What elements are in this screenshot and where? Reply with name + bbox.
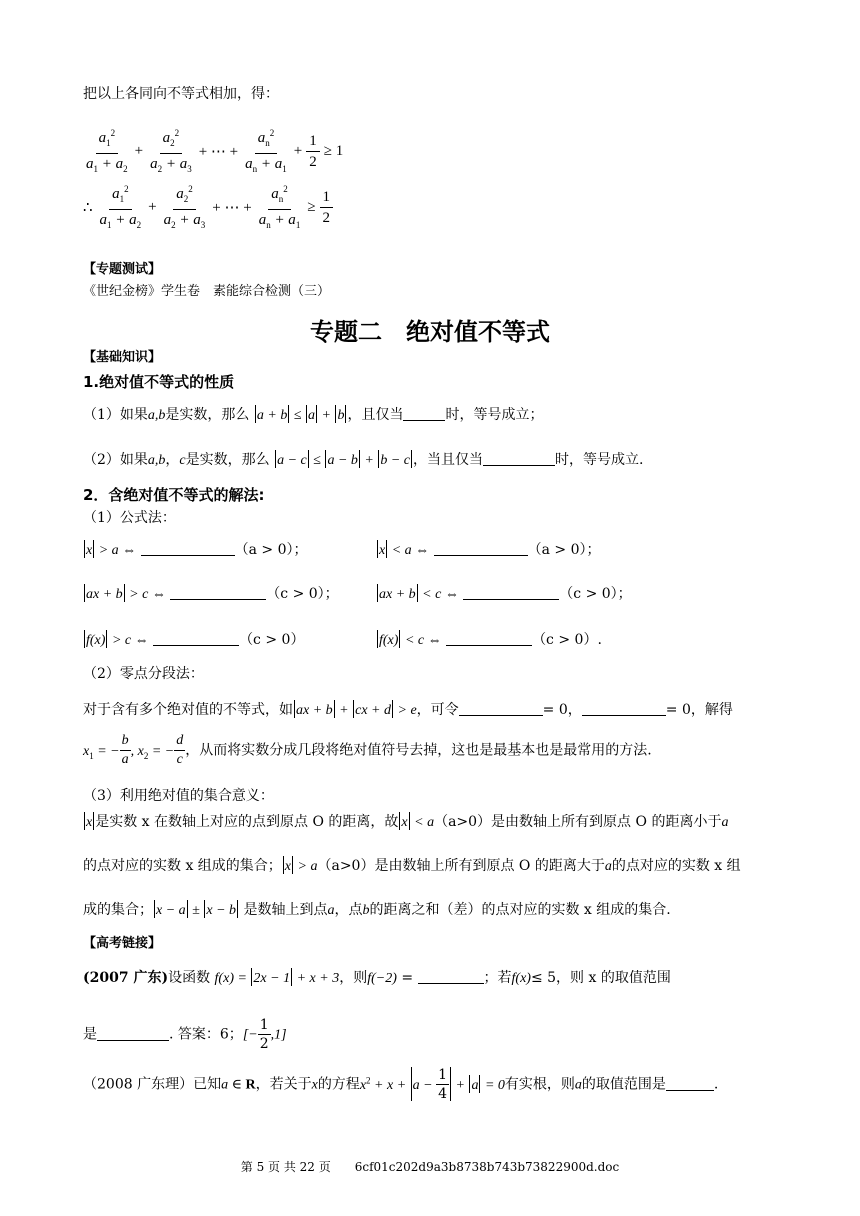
formula-row-2-left: ax + b > c ⇔ （c > 0）； — [86, 586, 339, 602]
test-header: 【专题测试】 — [83, 262, 162, 277]
page-footer: 第 5 页 共 22 页 6cf01c202d9a3b8738b743b73822900d.doc — [240, 1160, 620, 1174]
section-2-heading: 2．含绝对值不等式的解法: — [83, 486, 265, 504]
intro-text: 把以上各同向不等式相加，得： — [83, 86, 279, 102]
formula-row-3-right: f(x) < c ⇔ （c > 0）. — [379, 632, 602, 648]
formula-method-label: （1）公式法： — [83, 510, 176, 526]
question-2008: （2008 广东理）已知a ∈ R，若关于x的方程$x^2 + x + a$ − $\frac{1}{4}$ + a = 0有实根，则a的取值范围是 . — [83, 1067, 719, 1102]
zero-point-label: （2）零点分段法： — [83, 666, 204, 682]
page-title: 专题二 绝对值不等式 — [310, 318, 550, 346]
test-line: 《世纪金榜》学生卷 素能综合检测（三） — [83, 284, 331, 299]
property-1: （1）如果a,b是实数，那么 a + b ≤ a + b ，且仅当 时，等号成立； — [83, 407, 544, 423]
property-2: （2）如果a,b，c是实数，那么 a − c ≤ a − b + b − c ，当且仅当 时，等号成立. — [83, 452, 644, 468]
question-2007: (2007 广东)设函数 f(x) = 2x − 1 + x + 3，则f(−2) = ；若f(x)≤ 5，则 x 的取值范围 — [83, 970, 671, 986]
set-meaning-p2: 的点对应的实数 x 组成的集合； x > a（a>0）是由数轴上所有到原点 O 的距离大于a的点对应的实数 x 组 — [83, 858, 741, 874]
zero-point-p2: $x_1$ = − $\frac{b}{a}$ , $x_2$ = − $\frac{d}{c}$ ，从而将实数分成几段将绝对值符号去掉，这也是最基本也是最常用的方法. — [83, 733, 652, 767]
summation-inequality-figure: $a_1^2$ $a_1 + a_2$ + $\frac{a_2^2}{a_2 + a_3}$ + ⋯ + $\frac{a_n^2}{a_n + a_1}$ + $\frac{1}{2}$ ≥ 1 ∴ $a_1^2$ $a_1 + a_2$ + $\frac{a_2^2}{a_2 + a_3}$ + ⋯ + $\frac{a_n^2}{a_n + a_1}$ ≥ $\frac{1}{2}$ — [83, 123, 367, 233]
zero-point-p1: 对于含有多个绝对值的不等式，如 ax + b + cx + d > e，可令 = 0， = 0，解得 — [83, 702, 733, 718]
set-meaning-label: （3）利用绝对值的集合意义： — [83, 788, 274, 804]
set-meaning-p3: 成的集合； x − a ± x − b 是数轴上到点a，点b的距离之和（差）的点对应的实数 x 组成的集合. — [83, 902, 671, 918]
question-2007-line2: 是 . 答案：6；[− $\frac{1}{2}$ ,1] — [83, 1017, 287, 1052]
exam-link-header: 【高考链接】 — [83, 936, 162, 951]
set-meaning-p1: x 是实数 x 在数轴上对应的点到原点 O 的距离，故 x < a（a>0）是由数轴上所有到原点 O 的距离小于a — [86, 814, 729, 830]
section-1-heading: 1.绝对值不等式的性质 — [83, 373, 235, 391]
formula-row-1-right: x < a ⇔ （a > 0）； — [379, 542, 601, 558]
basic-knowledge-header: 【基础知识】 — [83, 350, 162, 365]
formula-row-1-left: x > a ⇔ （a > 0）； — [86, 542, 308, 558]
formula-row-3-left: f(x) > c ⇔ （c > 0） — [86, 632, 305, 648]
formula-row-2-right: ax + b < c ⇔ （c > 0）； — [379, 586, 632, 602]
